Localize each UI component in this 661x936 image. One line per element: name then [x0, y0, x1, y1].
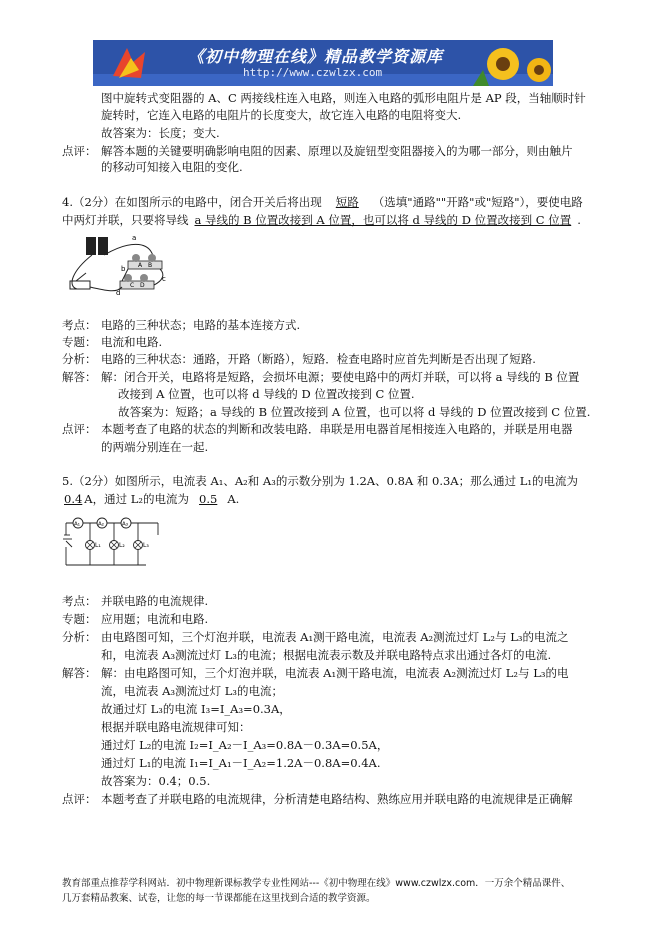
- q5-jieda-line: 解：由电路图可知，三个灯泡并联，电流表 A₁测干路电流，电流表 A₂测流过灯 L₂与 L₃的电: [101, 666, 569, 680]
- fig-label: A₂: [98, 521, 104, 528]
- fig-label: A₁: [74, 521, 80, 528]
- fig-label: B: [148, 262, 153, 269]
- q3-analysis-line: 旋转时，它连入电路的电阻片的长度变大，故它连入电路的电阻将变大.: [101, 108, 462, 122]
- fig-label: L₁: [95, 542, 101, 549]
- fig-label: c: [162, 275, 166, 283]
- q4-blank-2: a 导线的 B 位置改接到 A 位置，也可以将 d 导线的 D 位置改接到 C 位置: [194, 213, 572, 227]
- q4-zhuanti: 电流和电路.: [101, 335, 163, 349]
- q4-fenxi-label: 分析：: [62, 352, 97, 366]
- battery-cell: [86, 237, 96, 255]
- lamp-bulb: [132, 254, 140, 262]
- q3-comment-label: 点评：: [62, 144, 97, 158]
- q4-stem-line1: [62, 194, 583, 210]
- q5-jieda-line: 通过灯 L₂的电流 I₂=I_A₂－I_A₃=0.8A－0.3A=0.5A，: [101, 738, 389, 752]
- fig-label: A: [138, 262, 143, 269]
- q5-circuit-figure: [62, 511, 162, 569]
- banner-url[interactable]: http://www.czwlzx.com: [243, 66, 383, 79]
- footer-line: 教育部重点推荐学科网站．初中物理新课标教学专业性网站---《初中物理在线》www.czwlzx.com．一万余个精品课件、: [62, 878, 571, 889]
- q4-circuit-figure: [62, 231, 172, 297]
- fig-label: b: [121, 265, 126, 273]
- q5-jieda-line: 流，电流表 A₃测流过灯 L₃的电流；: [101, 684, 283, 698]
- q5-stem-text: A，通过 L₂的电流为: [84, 492, 190, 506]
- lamp-bulb: [140, 274, 148, 282]
- fig-label: L₂: [119, 542, 125, 549]
- q3-analysis-line: 图中旋转式变阻器的 A、C 两接线柱连入电路，则连入电路的弧形电阻片是 AP 段，当轴顺时针: [101, 91, 586, 105]
- fig-label: C: [130, 282, 135, 289]
- q4-stem-text: （选填"通路""开路"或"短路"），要使电路: [372, 195, 583, 209]
- fig-label: a: [132, 234, 137, 242]
- q5-stem-text: A.: [227, 492, 240, 506]
- q5-dianping-label: 点评：: [62, 792, 97, 806]
- q5-jieda-line: 根据并联电路电流规律可知：: [101, 720, 251, 734]
- q4-blank-1: 短路: [335, 195, 359, 209]
- q4-stem-line2: [62, 212, 581, 228]
- q5-stem-line2: [62, 491, 239, 507]
- banner-title: 《初中物理在线》精品教学资源库: [188, 47, 444, 66]
- q5-zhuanti: 应用题；电流和电路.: [101, 612, 209, 626]
- q5-jieda-line: 故答案为：0.4；0.5.: [101, 774, 211, 788]
- q5-zhuanti-label: 专题：: [62, 612, 97, 626]
- q4-jieda-line: 改接到 A 位置，也可以将 d 导线的 D 位置改接到 C 位置.: [118, 387, 415, 401]
- q4-fenxi: 电路的三种状态：通路，开路（断路），短路．检查电路时应首先判断是否出现了短路.: [101, 352, 536, 366]
- q4-jieda-label: 解答：: [62, 370, 97, 384]
- q5-kaodian-label: 考点：: [62, 594, 97, 608]
- q5-blank-1: 0.4: [64, 492, 83, 506]
- q5-jieda-line: 通过灯 L₁的电流 I₁=I_A₁－I_A₂=1.2A－0.8A=0.4A.: [101, 756, 381, 770]
- q4-stem-text: 4.（2分）在如图所示的电路中，闭合开关后将出现: [62, 195, 322, 209]
- fig-label: A₃: [122, 521, 128, 528]
- q4-jieda-line: 故答案为：短路；a 导线的 B 位置改接到 A 位置，也可以将 d 导线的 D 位置改接到 C 位置.: [118, 405, 591, 419]
- q5-blank-2: 0.5: [199, 492, 218, 506]
- switch: [70, 281, 90, 289]
- q4-kaodian: 电路的三种状态；电路的基本连接方式.: [101, 318, 301, 332]
- q5-stem-line1: 5.（2分）如图所示，电流表 A₁、A₂和 A₃的示数分别为 1.2A、0.8A 和 0.3A；那么通过 L₁的电流为: [62, 474, 578, 488]
- fig-label: d: [116, 289, 121, 297]
- q3-comment-line: 的移动可知接入电阻的变化.: [101, 160, 243, 174]
- q4-jieda-line: 解：闭合开关，电路将是短路，会损坏电源；要使电路中的两灯并联，可以将 a 导线的 B 位置: [101, 370, 580, 384]
- q5-dianping-line: 本题考查了并联电路的电流规律，分析清楚电路结构、熟练应用并联电路的电流规律是正确解: [101, 792, 573, 806]
- battery-cell: [98, 237, 108, 255]
- header-banner: [93, 40, 553, 86]
- lamp-base: [120, 281, 154, 289]
- q5-fenxi-line: 和，电流表 A₃测流过灯 L₃的电流；根据电流表示数及并联电路特点求出通过各灯的电流.: [101, 648, 552, 662]
- q4-dianping-label: 点评：: [62, 422, 97, 436]
- q3-comment-line: 解答本题的关键要明确影响电阻的因素、原理以及旋钮型变阻器接入的为哪一部分，则由触片: [101, 144, 573, 158]
- q5-kaodian: 并联电路的电流规律.: [101, 594, 209, 608]
- lamp-bulb: [148, 254, 156, 262]
- q4-stem-text: 中两灯并联，只要将导线: [62, 213, 189, 227]
- q4-zhuanti-label: 专题：: [62, 335, 97, 349]
- q4-dianping-line: 本题考查了电路的状态的判断和改装电路．串联是用电器首尾相接连入电路的，并联是用电器: [101, 422, 573, 436]
- q5-jieda-label: 解答：: [62, 666, 97, 680]
- fig-label: D: [140, 282, 145, 289]
- fig-label: L₃: [143, 542, 149, 549]
- q4-stem-text: .: [577, 213, 581, 227]
- q5-jieda-line: 故通过灯 L₃的电流 I₃=I_A₃=0.3A，: [101, 702, 291, 716]
- q4-dianping-line: 的两端分别连在一起.: [101, 440, 209, 454]
- footer-line: 几万套精品教案、试卷，让您的每一节课都能在这里找到合适的教学资源。: [62, 893, 376, 904]
- q5-fenxi-label: 分析：: [62, 630, 97, 644]
- q4-kaodian-label: 考点：: [62, 318, 97, 332]
- q3-answer: 故答案为：长度；变大.: [101, 126, 220, 140]
- lamp-base: [128, 261, 162, 269]
- q5-fenxi-line: 由电路图可知，三个灯泡并联，电流表 A₁测干路电流，电流表 A₂测流过灯 L₂与 L₃的电流之: [101, 630, 569, 644]
